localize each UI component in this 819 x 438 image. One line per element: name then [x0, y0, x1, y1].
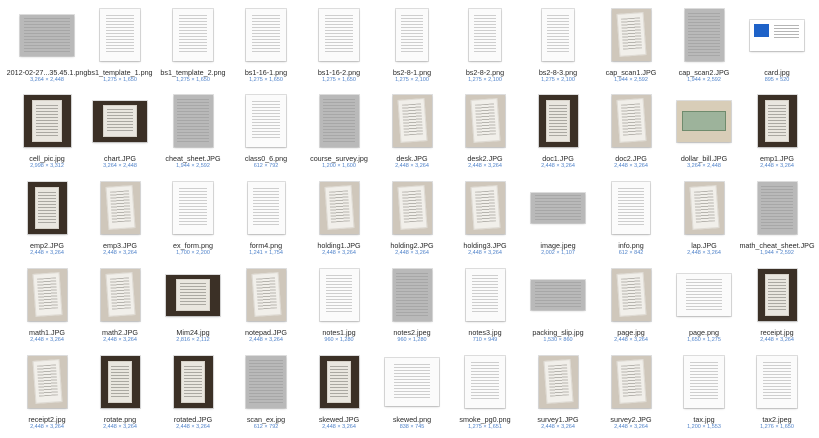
- file-thumbnail-wrap: [595, 8, 667, 62]
- file-name[interactable]: packing_slip.jpg: [532, 328, 584, 337]
- file-name[interactable]: card.jpg: [764, 68, 790, 77]
- file-dimensions: 838 × 745: [399, 424, 425, 430]
- file-dimensions: 3,264 × 2,448: [103, 163, 137, 169]
- file-thumbnail[interactable]: [677, 101, 731, 142]
- file-thumbnail[interactable]: [93, 101, 147, 142]
- file-dimensions: 1,200 × 1,600: [322, 163, 356, 169]
- file-name[interactable]: tax2.jpeg: [762, 415, 792, 424]
- file-thumbnail[interactable]: [469, 9, 501, 61]
- file-name[interactable]: smoke_pg0.png: [459, 415, 511, 424]
- file-item[interactable]: [303, 94, 375, 174]
- file-thumbnail[interactable]: [542, 9, 574, 61]
- file-item[interactable]: [157, 8, 229, 88]
- file-thumbnail[interactable]: [539, 356, 578, 408]
- file-item[interactable]: [303, 355, 375, 435]
- file-thumbnail[interactable]: [393, 269, 432, 321]
- file-item[interactable]: [741, 94, 813, 174]
- file-name[interactable]: cap_scan2.JPG: [678, 68, 730, 77]
- file-thumbnail-wrap: [449, 355, 521, 409]
- file-thumbnail-wrap: [741, 94, 813, 148]
- file-name[interactable]: emp1.JPG: [760, 154, 794, 163]
- file-item[interactable]: [522, 268, 594, 348]
- file-dimensions: 2,448 × 3,264: [103, 337, 137, 343]
- file-item[interactable]: [522, 94, 594, 174]
- file-thumbnail[interactable]: [28, 269, 67, 321]
- file-dimensions: 1,700 × 2,200: [176, 250, 210, 256]
- file-dimensions: 1,650 × 1,275: [687, 337, 721, 343]
- file-item[interactable]: [668, 94, 740, 174]
- file-item[interactable]: [449, 181, 521, 261]
- file-thumbnail-wrap: [522, 181, 594, 235]
- file-thumbnail[interactable]: [393, 182, 432, 234]
- file-thumbnail-wrap: [595, 355, 667, 409]
- file-thumbnail[interactable]: [385, 358, 439, 406]
- file-thumbnail-wrap: [668, 268, 740, 322]
- file-dimensions: 2,002 × 1,107: [541, 250, 575, 256]
- file-item[interactable]: [157, 94, 229, 174]
- file-thumbnail-wrap: [522, 94, 594, 148]
- file-thumbnail[interactable]: [320, 269, 359, 321]
- file-thumbnail-wrap: [595, 94, 667, 148]
- file-dimensions: 1,275 × 2,100: [468, 77, 502, 83]
- file-thumbnail-wrap: [157, 181, 229, 235]
- file-thumbnail-wrap: [449, 268, 521, 322]
- file-dimensions: 2,448 × 3,264: [395, 250, 429, 256]
- file-thumbnail-wrap: [376, 94, 448, 148]
- file-name[interactable]: form4.png: [249, 241, 283, 250]
- file-name[interactable]: skewed.png: [392, 415, 432, 424]
- file-item[interactable]: [230, 8, 302, 88]
- file-name[interactable]: doc1.JPG: [542, 154, 574, 163]
- file-item[interactable]: [449, 94, 521, 174]
- file-dimensions: 612 × 842: [618, 250, 644, 256]
- file-thumbnail-wrap: [230, 8, 302, 62]
- file-thumbnail-wrap: [668, 355, 740, 409]
- file-dimensions: 3,264 × 2,448: [30, 77, 64, 83]
- file-thumbnail[interactable]: [20, 15, 74, 56]
- file-thumbnail[interactable]: [612, 269, 651, 321]
- file-dimensions: 2,448 × 3,264: [614, 424, 648, 430]
- file-name[interactable]: holding2.JPG: [390, 241, 434, 250]
- file-name[interactable]: dollar_bill.JPG: [680, 154, 728, 163]
- file-dimensions: 2,448 × 3,264: [760, 163, 794, 169]
- file-thumbnail[interactable]: [173, 182, 213, 234]
- file-dimensions: 2,448 × 3,264: [322, 250, 356, 256]
- file-thumbnail[interactable]: [685, 182, 724, 234]
- file-thumbnail-wrap: [522, 8, 594, 62]
- file-name[interactable]: bs2-8-3.png: [538, 68, 578, 77]
- file-thumbnail-wrap: [84, 94, 156, 148]
- file-name[interactable]: math1.JPG: [29, 328, 65, 337]
- file-thumbnail[interactable]: [247, 269, 286, 321]
- file-thumbnail[interactable]: [612, 182, 650, 234]
- file-dimensions: 1,275 × 1,650: [249, 77, 283, 83]
- file-item[interactable]: [11, 268, 83, 348]
- file-dimensions: 1,275 × 1,650: [176, 77, 210, 83]
- file-name[interactable]: rotate.png: [103, 415, 137, 424]
- file-dimensions: 2,816 × 2,112: [176, 337, 210, 343]
- file-thumbnail-wrap: [303, 355, 375, 409]
- file-thumbnail-wrap: [376, 355, 448, 409]
- file-dimensions: 710 × 949: [472, 337, 498, 343]
- file-thumbnail-wrap: [11, 94, 83, 148]
- file-name[interactable]: rotated.JPG: [173, 415, 213, 424]
- file-dimensions: 1,944 × 2,592: [614, 77, 648, 83]
- file-thumbnail-wrap: [157, 8, 229, 62]
- file-thumbnail-wrap: [84, 181, 156, 235]
- file-name[interactable]: bs2-8-2.png: [465, 68, 505, 77]
- file-item[interactable]: [522, 355, 594, 435]
- file-thumbnail[interactable]: [246, 95, 286, 147]
- file-name[interactable]: info.png: [618, 241, 644, 250]
- file-thumbnail[interactable]: [750, 20, 804, 51]
- file-item[interactable]: [668, 8, 740, 88]
- file-item[interactable]: [303, 268, 375, 348]
- file-name[interactable]: bs1_template_2.png: [160, 68, 226, 77]
- file-thumbnail[interactable]: [466, 269, 505, 321]
- file-item[interactable]: [522, 8, 594, 88]
- file-thumbnail[interactable]: [320, 182, 359, 234]
- file-thumbnail-wrap: [376, 268, 448, 322]
- file-thumbnail[interactable]: [531, 193, 585, 223]
- file-dimensions: 1,530 × 860: [543, 337, 573, 343]
- file-dimensions: 2,448 × 3,264: [687, 250, 721, 256]
- file-dimensions: 2,448 × 3,264: [541, 424, 575, 430]
- file-thumbnail[interactable]: [758, 269, 797, 321]
- file-item[interactable]: [595, 181, 667, 261]
- file-thumbnail-wrap: [303, 181, 375, 235]
- file-thumbnail[interactable]: [758, 182, 797, 234]
- file-thumbnail[interactable]: [101, 269, 140, 321]
- file-thumbnail-wrap: [303, 8, 375, 62]
- file-name[interactable]: class0_6.png: [244, 154, 288, 163]
- file-name[interactable]: receipt.jpg: [760, 328, 794, 337]
- file-item[interactable]: [230, 355, 302, 435]
- file-thumbnail[interactable]: [28, 182, 67, 234]
- file-item[interactable]: [303, 8, 375, 88]
- file-name[interactable]: bs2-8-1.png: [392, 68, 432, 77]
- file-name[interactable]: desk.JPG: [396, 154, 428, 163]
- file-name[interactable]: tax.jpg: [693, 415, 715, 424]
- file-name[interactable]: notepad.JPG: [245, 328, 287, 337]
- file-name[interactable]: notes2.jpeg: [393, 328, 431, 337]
- file-item[interactable]: [595, 355, 667, 435]
- file-item[interactable]: [157, 268, 229, 348]
- file-name[interactable]: doc2.JPG: [615, 154, 647, 163]
- file-name[interactable]: holding3.JPG: [463, 241, 507, 250]
- file-name[interactable]: page.jpg: [617, 328, 645, 337]
- file-dimensions: 2,998 × 3,312: [30, 163, 64, 169]
- file-item[interactable]: [84, 355, 156, 435]
- file-item[interactable]: [595, 94, 667, 174]
- file-thumbnail-wrap: [11, 268, 83, 322]
- file-item[interactable]: [449, 8, 521, 88]
- file-thumbnail[interactable]: [539, 95, 578, 147]
- file-thumbnail[interactable]: [685, 9, 724, 61]
- file-item[interactable]: [11, 94, 83, 174]
- file-thumbnail-wrap: [84, 355, 156, 409]
- file-dimensions: 1,944 × 2,592: [687, 77, 721, 83]
- file-item[interactable]: [449, 268, 521, 348]
- file-thumbnail[interactable]: [465, 356, 505, 408]
- file-dimensions: 1,944 × 2,592: [176, 163, 210, 169]
- file-thumbnail-wrap: [741, 8, 813, 62]
- file-name[interactable]: Mim24.jpg: [176, 328, 210, 337]
- file-name[interactable]: ex_form.png: [173, 241, 213, 250]
- file-thumbnail[interactable]: [531, 280, 585, 310]
- file-thumbnail[interactable]: [100, 9, 140, 61]
- file-item[interactable]: [376, 8, 448, 88]
- file-thumbnail-wrap: [741, 181, 813, 235]
- file-name[interactable]: 2012-02-27...35.45.1.png: [6, 68, 88, 77]
- file-dimensions: 2,448 × 3,264: [541, 163, 575, 169]
- file-dimensions: 1,241 × 1,754: [249, 250, 283, 256]
- file-thumbnail[interactable]: [612, 9, 651, 61]
- file-dimensions: 2,448 × 3,264: [103, 424, 137, 430]
- file-thumbnail-wrap: [449, 8, 521, 62]
- file-thumbnail[interactable]: [101, 356, 140, 408]
- file-thumbnail[interactable]: [174, 95, 213, 147]
- file-thumbnail[interactable]: [246, 9, 286, 61]
- file-dimensions: 1,276 × 1,650: [760, 424, 794, 430]
- file-thumbnail[interactable]: [24, 95, 71, 147]
- file-item[interactable]: [11, 181, 83, 261]
- file-item[interactable]: [230, 181, 302, 261]
- file-thumbnail-wrap: [157, 268, 229, 322]
- file-thumbnail[interactable]: [396, 9, 428, 61]
- file-thumbnail-wrap: [303, 94, 375, 148]
- file-thumbnail-wrap: [668, 181, 740, 235]
- file-dimensions: 1,275 × 2,100: [541, 77, 575, 83]
- file-thumbnail-wrap: [230, 268, 302, 322]
- file-thumbnail[interactable]: [466, 182, 505, 234]
- file-name[interactable]: math2.JPG: [102, 328, 138, 337]
- file-name[interactable]: chart.JPG: [104, 154, 136, 163]
- file-name[interactable]: cheat_sheet.JPG: [165, 154, 221, 163]
- file-thumbnail-wrap: [84, 268, 156, 322]
- file-dimensions: 2,448 × 3,264: [249, 337, 283, 343]
- file-name[interactable]: emp3.JPG: [103, 241, 137, 250]
- file-thumbnail[interactable]: [757, 356, 797, 408]
- file-name[interactable]: bs1_template_1.png: [87, 68, 153, 77]
- file-dimensions: 2,448 × 3,264: [30, 250, 64, 256]
- file-dimensions: 2,448 × 3,264: [103, 250, 137, 256]
- file-item[interactable]: [741, 268, 813, 348]
- file-item[interactable]: [84, 268, 156, 348]
- file-name[interactable]: skewed.JPG: [318, 415, 360, 424]
- file-thumbnail[interactable]: [320, 95, 359, 147]
- file-item[interactable]: [668, 181, 740, 261]
- file-name[interactable]: cell_pic.jpg: [29, 154, 65, 163]
- file-item[interactable]: [522, 181, 594, 261]
- file-dimensions: 2,448 × 3,264: [468, 163, 502, 169]
- file-thumbnail[interactable]: [466, 95, 505, 147]
- file-item[interactable]: [84, 94, 156, 174]
- file-name[interactable]: math_cheat_sheet.JPG: [739, 241, 815, 250]
- file-thumbnail-wrap: [595, 268, 667, 322]
- file-name[interactable]: lap.JPG: [691, 241, 717, 250]
- file-dimensions: 2,448 × 3,264: [614, 163, 648, 169]
- file-name[interactable]: desk2.JPG: [467, 154, 503, 163]
- file-thumbnail[interactable]: [28, 356, 67, 408]
- file-item[interactable]: [84, 181, 156, 261]
- file-dimensions: 2,448 × 3,264: [614, 337, 648, 343]
- file-item[interactable]: [376, 181, 448, 261]
- file-item[interactable]: [595, 8, 667, 88]
- file-thumbnail-wrap: [11, 355, 83, 409]
- file-item[interactable]: [376, 94, 448, 174]
- file-item[interactable]: [741, 181, 813, 261]
- file-thumbnail[interactable]: [173, 9, 213, 61]
- file-dimensions: 1,200 × 1,553: [687, 424, 721, 430]
- file-thumbnail[interactable]: [612, 356, 651, 408]
- file-name[interactable]: receipt2.jpg: [28, 415, 66, 424]
- file-item[interactable]: [595, 268, 667, 348]
- file-thumbnail-wrap: [84, 8, 156, 62]
- file-name[interactable]: notes1.jpg: [322, 328, 356, 337]
- file-dimensions: 960 × 1,280: [324, 337, 354, 343]
- file-dimensions: 2,448 × 3,264: [30, 424, 64, 430]
- file-thumbnail-wrap: [230, 181, 302, 235]
- file-item[interactable]: [668, 355, 740, 435]
- file-dimensions: 895 × 520: [764, 77, 790, 83]
- file-name[interactable]: survey1.JPG: [537, 415, 579, 424]
- file-name[interactable]: bs1-16-1.png: [244, 68, 288, 77]
- file-thumbnail[interactable]: [758, 95, 797, 147]
- file-name[interactable]: holding1.JPG: [317, 241, 361, 250]
- file-thumbnail[interactable]: [393, 95, 432, 147]
- file-name[interactable]: cap_scan1.JPG: [605, 68, 657, 77]
- file-thumbnail[interactable]: [684, 356, 724, 408]
- file-dimensions: 3,264 × 2,448: [687, 163, 721, 169]
- file-dimensions: 612 × 792: [253, 163, 279, 169]
- file-dimensions: 1,275 × 1,650: [103, 77, 137, 83]
- file-item[interactable]: [230, 268, 302, 348]
- file-thumbnail-wrap: [449, 94, 521, 148]
- file-item[interactable]: [157, 181, 229, 261]
- file-thumbnail-wrap: [230, 355, 302, 409]
- file-name[interactable]: notes3.jpg: [468, 328, 502, 337]
- file-thumbnail-wrap: [157, 355, 229, 409]
- file-item[interactable]: [6, 8, 88, 88]
- file-item[interactable]: [230, 94, 302, 174]
- file-dimensions: 2,448 × 3,264: [468, 250, 502, 256]
- file-dimensions: 2,448 × 3,264: [395, 163, 429, 169]
- file-thumbnail[interactable]: [246, 356, 286, 408]
- file-dimensions: 1,275 × 1,650: [322, 77, 356, 83]
- file-thumbnail-wrap: [741, 268, 813, 322]
- file-thumbnail-wrap: [11, 181, 83, 235]
- file-thumbnail[interactable]: [612, 95, 651, 147]
- file-thumbnail-wrap: [157, 94, 229, 148]
- file-name[interactable]: course_survey.jpg: [310, 154, 368, 163]
- file-name[interactable]: bs1-16-2.png: [317, 68, 361, 77]
- file-thumbnail[interactable]: [166, 275, 220, 316]
- file-dimensions: 2,448 × 3,264: [322, 424, 356, 430]
- file-thumbnail-wrap: [376, 8, 448, 62]
- file-thumbnail-wrap: [595, 181, 667, 235]
- file-dimensions: 1,275 × 2,100: [395, 77, 429, 83]
- file-item[interactable]: [376, 268, 448, 348]
- file-thumbnail-wrap: [522, 355, 594, 409]
- file-thumbnail-wrap: [522, 268, 594, 322]
- file-dimensions: 960 × 1,280: [397, 337, 427, 343]
- file-thumbnail[interactable]: [677, 274, 731, 316]
- file-name[interactable]: scan_ex.jpg: [246, 415, 286, 424]
- file-item[interactable]: [303, 181, 375, 261]
- file-name[interactable]: image.jpeg: [540, 241, 576, 250]
- file-thumbnail[interactable]: [319, 9, 359, 61]
- file-thumbnail[interactable]: [248, 182, 285, 234]
- file-thumbnail-wrap: [230, 94, 302, 148]
- file-dimensions: 1,944 × 2,592: [760, 250, 794, 256]
- file-dimensions: 2,448 × 3,264: [176, 424, 210, 430]
- file-item[interactable]: [157, 355, 229, 435]
- file-dimensions: 1,275 × 1,651: [468, 424, 502, 430]
- file-dimensions: 2,448 × 3,264: [760, 337, 794, 343]
- file-item[interactable]: [668, 268, 740, 348]
- file-thumbnail-wrap: [668, 94, 740, 148]
- file-thumbnail[interactable]: [101, 182, 140, 234]
- file-item[interactable]: [11, 355, 83, 435]
- file-thumbnail-wrap: [11, 8, 83, 62]
- file-thumbnail-wrap: [741, 355, 813, 409]
- file-item[interactable]: [741, 8, 813, 88]
- file-name[interactable]: survey2.JPG: [610, 415, 652, 424]
- file-thumbnail[interactable]: [320, 356, 359, 408]
- file-thumbnail-wrap: [668, 8, 740, 62]
- file-thumbnail-wrap: [376, 181, 448, 235]
- file-thumbnail-wrap: [449, 181, 521, 235]
- file-item[interactable]: [449, 355, 521, 435]
- file-dimensions: 2,448 × 3,264: [30, 337, 64, 343]
- file-dimensions: 612 × 792: [253, 424, 279, 430]
- file-item[interactable]: [376, 355, 448, 435]
- file-item[interactable]: [741, 355, 813, 435]
- file-thumbnail[interactable]: [174, 356, 213, 408]
- file-item[interactable]: [84, 8, 156, 88]
- file-name[interactable]: page.png: [689, 328, 719, 337]
- file-name[interactable]: emp2.JPG: [30, 241, 64, 250]
- file-thumbnail-wrap: [303, 268, 375, 322]
